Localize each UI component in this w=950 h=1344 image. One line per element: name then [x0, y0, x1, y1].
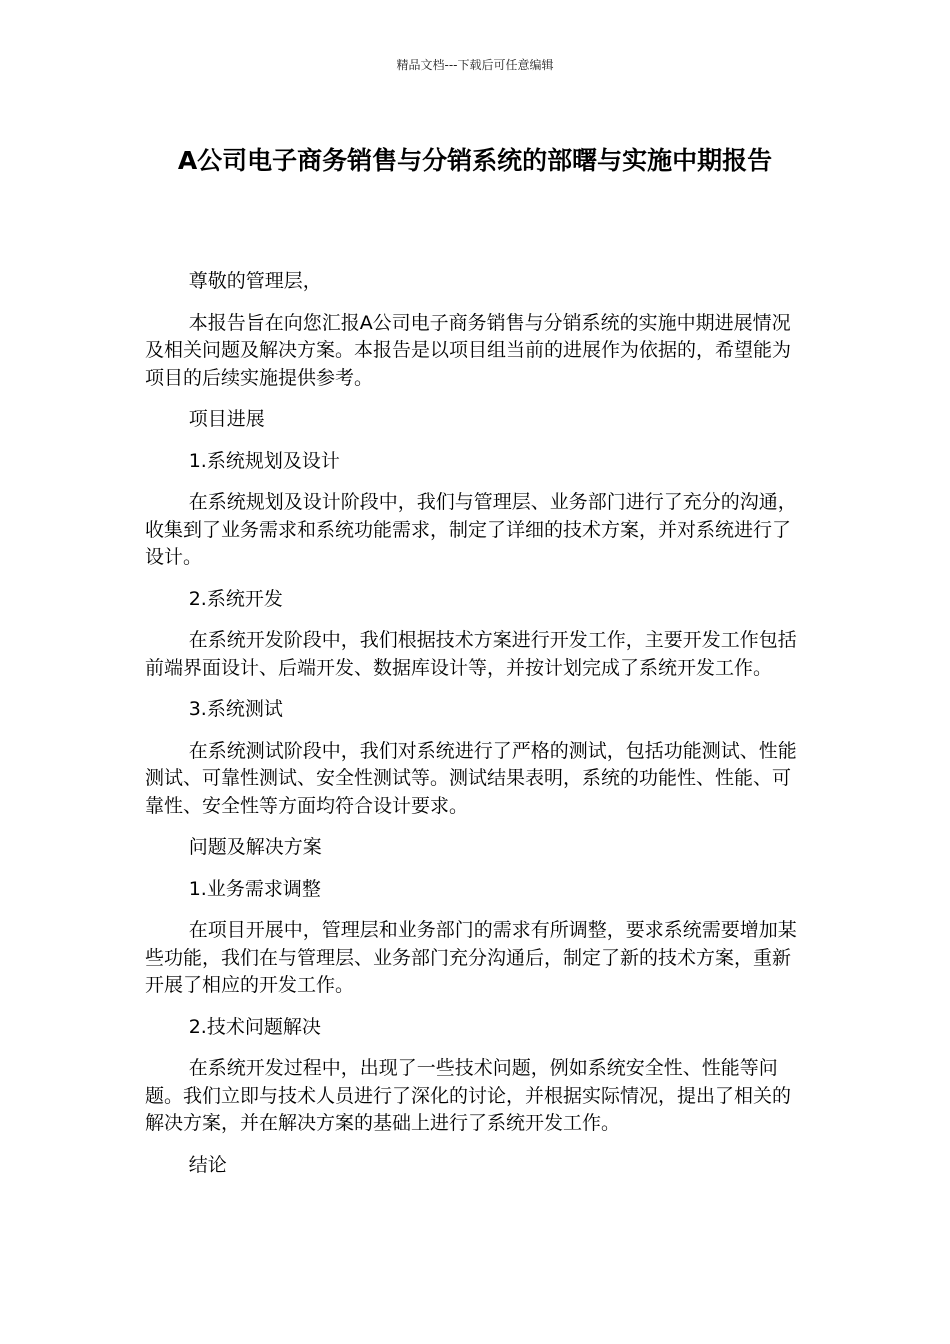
paragraph-planning-design: 在系统规划及设计阶段中，我们与管理层、业务部门进行了充分的沟通，收集到了业务需求和系统功能需求，制定了详细的技术方案，并对系统进行了设计。	[145, 491, 797, 568]
document-body	[145, 268, 800, 1193]
subheading-planning-design: 1.系统规划及设计	[188, 449, 340, 472]
page-header: 精品文档---下载后可任意编辑	[396, 58, 554, 72]
section-heading-conclusion: 结论	[188, 1153, 227, 1176]
intro-paragraph: 本报告旨在向您汇报A公司电子商务销售与分销系统的实施中期进展情况及相关问题及解决方案。本报告是以项目组当前的进展作为依据的，希望能为项目的后续实施提供参考。	[145, 311, 792, 389]
subheading-requirement-change: 1.业务需求调整	[188, 877, 321, 900]
paragraph-development: 在系统开发阶段中，我们根据技术方案进行开发工作，主要开发工作包括前端界面设计、后端开发、数据库设计等，并按计划完成了系统开发工作。	[145, 629, 797, 679]
paragraph-testing: 在系统测试阶段中，我们对系统进行了严格的测试，包括功能测试、性能测试、可靠性测试、安全性测试等。测试结果表明，系统的功能性、性能、可靠性、安全性等方面均符合设计要求。	[145, 739, 797, 817]
subheading-development: 2.系统开发	[188, 587, 283, 610]
paragraph-requirement-change: 在项目开展中，管理层和业务部门的需求有所调整，要求系统需要增加某些功能，我们在与管理层、业务部门充分沟通后，制定了新的技术方案，重新开展了相应的开发工作。	[145, 919, 797, 996]
subheading-technical-issues: 2.技术问题解决	[188, 1015, 321, 1038]
section-heading-issues: 问题及解决方案	[188, 836, 322, 858]
salutation: 尊敬的管理层，	[188, 270, 322, 292]
document-title: A公司电子商务销售与分销系统的部曙与实施中期报告	[177, 146, 773, 175]
section-heading-progress: 项目进展	[188, 408, 265, 430]
subheading-testing: 3.系统测试	[188, 698, 283, 720]
paragraph-technical-issues: 在系统开发过程中，出现了一些技术问题，例如系统安全性、性能等问题。我们立即与技术人员进行了深化的讨论，并根据实际情况，提出了相关的解决方案，并在解决方案的基础上进行了系统开发工作。	[145, 1057, 792, 1134]
